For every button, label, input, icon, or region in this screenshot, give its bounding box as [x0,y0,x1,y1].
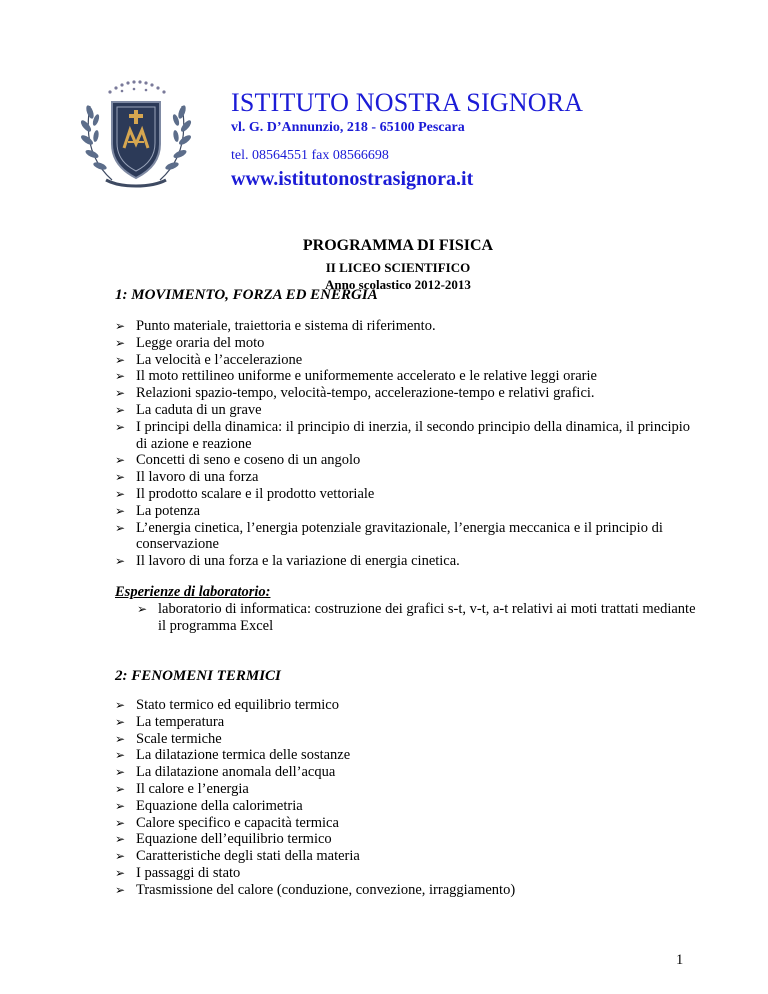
list-item: ➢ La potenza [115,502,201,519]
arrowhead-bullet-icon: ➢ [115,369,126,384]
letterhead [231,88,583,191]
arrowhead-bullet-icon: ➢ [115,865,126,880]
list-item: ➢ Scale termiche [115,730,222,747]
list-item: ➢ Il calore e l’energia [115,780,249,797]
arrowhead-bullet-icon: ➢ [115,798,126,813]
school-crest-icon [76,76,196,192]
section-1-title: 1: MOVIMENTO, FORZA ED ENERGIA [115,287,378,303]
list-item: ➢ Legge oraria del moto [115,334,265,351]
arrowhead-bullet-icon: ➢ [115,486,126,501]
list-item: ➢ La temperatura [115,713,225,730]
list-item: ➢ Punto materiale, traiettoria e sistema di riferimento. [115,318,436,334]
list-item: ➢ I principi della dinamica: il principio di inerzia, il secondo principio della dinamica, il principio di azione e reazione [115,418,691,452]
lab-experiences-title: Esperienze di laboratorio: [115,584,271,600]
list-item: ➢ Calore specifico e capacità termica [115,814,339,831]
list-item: ➢ Stato termico ed equilibrio termico [115,697,339,713]
institute-phone-fax: tel. 08564551 fax 08566698 [231,148,389,163]
arrowhead-bullet-icon: ➢ [115,714,126,729]
list-item: ➢ L’energia cinetica, l’energia potenziale gravitazionale, l’energia meccanica e il principio di conservazione [115,519,663,553]
section-2-title: 2: FENOMENI TERMICI [115,668,281,684]
arrowhead-bullet-icon: ➢ [115,849,126,864]
page-number: 1 [676,952,684,968]
list-item: ➢ laboratorio di informatica: costruzione dei grafici s-t, v-t, a-t relativi ai moti trattati mediante il programma Excel [137,601,696,634]
arrowhead-bullet-icon: ➢ [115,453,126,468]
list-item: ➢ Equazione dell’equilibrio termico [115,831,332,848]
arrowhead-bullet-icon: ➢ [115,470,126,485]
section-2-list [115,697,695,899]
institute-website: www.istitutonostrasignora.it [231,168,474,190]
program-year: Anno scolastico 2012-2013 [325,277,471,292]
program-title-block [0,236,768,293]
list-item: ➢ Caratteristiche degli stati della materia [115,848,360,865]
institute-address: vl. G. D’Annunzio, 218 - 65100 Pescara [231,120,465,135]
arrowhead-bullet-icon: ➢ [115,781,126,796]
list-item: ➢ Equazione della calorimetria [115,797,303,814]
arrowhead-bullet-icon: ➢ [115,386,126,401]
program-class: II LICEO SCIENTIFICO [325,260,471,275]
list-item: ➢ La velocità e l’accelerazione [115,351,303,368]
arrowhead-bullet-icon: ➢ [115,815,126,830]
arrowhead-bullet-icon: ➢ [137,602,148,616]
arrowhead-bullet-icon: ➢ [115,319,126,333]
institute-name: ISTITUTO NOSTRA SIGNORA [231,88,584,117]
list-item: ➢ I passaggi di stato [115,864,241,881]
list-item: ➢ Trasmissione del calore (conduzione, convezione, irraggiamento) [115,881,516,898]
arrowhead-bullet-icon: ➢ [115,731,126,746]
program-title: PROGRAMMA DI FISICA [302,237,494,254]
list-item: ➢ Il lavoro di una forza e la variazione di energia cinetica. [115,553,460,570]
list-item: ➢ Concetti di seno e coseno di un angolo [115,452,361,469]
list-item: ➢ Relazioni spazio-tempo, velocità-tempo, accelerazione-tempo e relativi grafici. [115,385,595,402]
arrowhead-bullet-icon: ➢ [115,748,126,763]
arrowhead-bullet-icon: ➢ [115,335,126,350]
list-item: ➢ La dilatazione termica delle sostanze [115,747,351,764]
arrowhead-bullet-icon: ➢ [115,554,126,569]
list-item: ➢ Il moto rettilineo uniforme e uniformemente accelerato e le relative leggi orarie [115,368,597,385]
list-item: ➢ Il prodotto scalare e il prodotto vettoriale [115,485,375,502]
arrowhead-bullet-icon: ➢ [115,419,126,434]
lab-experiences-list [137,601,697,635]
arrowhead-bullet-icon: ➢ [115,882,126,897]
arrowhead-bullet-icon: ➢ [115,352,126,367]
arrowhead-bullet-icon: ➢ [115,832,126,847]
list-item: ➢ La caduta di un grave [115,401,262,418]
arrowhead-bullet-icon: ➢ [115,402,126,417]
list-item: ➢ Il lavoro di una forza [115,469,259,486]
arrowhead-bullet-icon: ➢ [115,503,126,518]
list-item: ➢ La dilatazione anomala dell’acqua [115,764,336,781]
section-1-list [115,318,695,570]
arrowhead-bullet-icon: ➢ [115,765,126,780]
arrowhead-bullet-icon: ➢ [115,698,126,712]
arrowhead-bullet-icon: ➢ [115,520,126,535]
